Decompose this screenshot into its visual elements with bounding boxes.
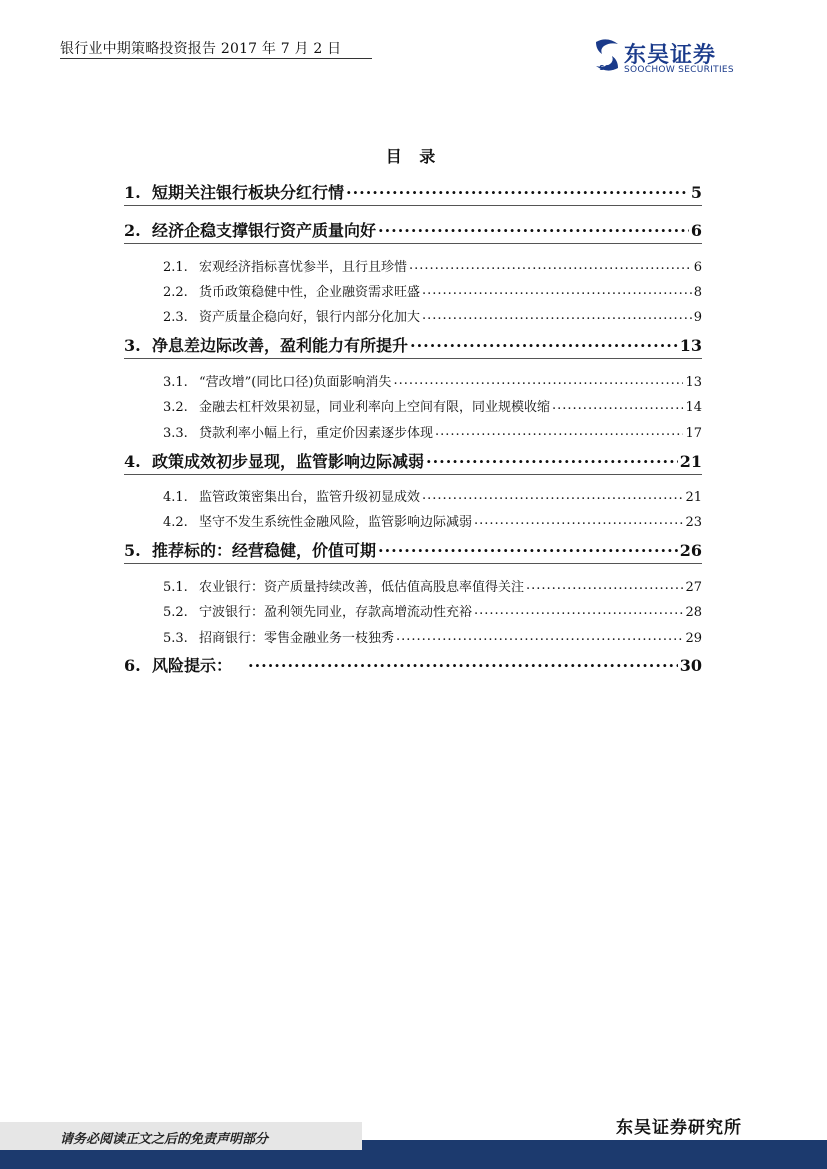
toc-leader-dots — [422, 308, 692, 321]
toc-entry-4-1[interactable] — [163, 486, 702, 505]
toc-entry-title: 净息差边际改善，盈利能力有所提升 — [152, 336, 409, 355]
toc-entry-page: 14 — [685, 400, 702, 415]
toc-entry-number: 3.3. — [163, 426, 188, 441]
toc-entry-number: 5.3. — [163, 631, 188, 646]
toc-entry-page: 27 — [685, 580, 702, 595]
toc-entry-5-1[interactable] — [163, 576, 702, 595]
toc-entry-page: 13 — [679, 336, 702, 355]
toc-entry-2-2[interactable] — [163, 281, 702, 300]
footer-brand: 东吴证券研究所 — [616, 1118, 742, 1138]
toc-entry-title: 招商银行：零售金融业务一枝独秀 — [199, 631, 395, 646]
toc-entry-title: 监管政策密集出台，监管升级初显成效 — [199, 490, 421, 505]
toc-leader-dots — [474, 603, 683, 616]
toc-entry-page: 29 — [685, 631, 702, 646]
toc-leader-dots — [410, 335, 678, 351]
toc-entry-page: 9 — [693, 310, 702, 325]
toc-entry-page: 17 — [685, 426, 702, 441]
toc-entry-page: 5 — [690, 183, 702, 202]
toc-entry-number: 4. — [124, 452, 141, 471]
footer-accent — [362, 1140, 827, 1150]
toc-entry-title: 经济企稳支撑银行资产质量向好 — [152, 221, 377, 240]
toc-entry-title: 宏观经济指标喜忧参半，且行且珍惜 — [199, 260, 408, 275]
header-underline — [60, 58, 372, 59]
toc-entry-number: 2.1. — [163, 260, 188, 275]
toc-leader-dots — [396, 629, 683, 642]
toc-entry-page: 6 — [690, 221, 702, 240]
toc-entry-6[interactable] — [124, 653, 702, 676]
toc-leader-dots — [422, 283, 692, 296]
toc-leader-dots — [378, 220, 689, 236]
toc-entry-title: “营改增”(同比口径)负面影响消失 — [199, 375, 392, 390]
toc-divider — [124, 243, 702, 244]
toc-entry-number: 6. — [124, 656, 141, 675]
toc-entry-1[interactable] — [124, 180, 702, 203]
toc-entry-title: 货币政策稳健中性，企业融资需求旺盛 — [199, 285, 421, 300]
toc-entry-4[interactable] — [124, 449, 702, 472]
toc-entry-page: 28 — [685, 605, 702, 620]
toc-entry-3-1[interactable] — [163, 371, 702, 390]
toc-entry-title: 资产质量企稳向好，银行内部分化加大 — [199, 310, 421, 325]
logo-chinese-name: 东吴证券 — [624, 43, 717, 68]
toc-leader-dots — [378, 540, 678, 556]
logo-english-name: SOOCHOW SECURITIES — [624, 65, 734, 75]
toc-entry-page: 30 — [679, 656, 702, 675]
toc-entry-title: 风险提示： — [152, 656, 233, 675]
toc-leader-dots — [393, 373, 683, 386]
toc-entry-page: 26 — [679, 541, 702, 560]
toc-entry-number: 2.3. — [163, 310, 188, 325]
toc-entry-4-2[interactable] — [163, 511, 702, 530]
toc-leader-dots — [474, 513, 683, 526]
toc-entry-title: 金融去杠杆效果初显，同业利率向上空间有限，同业规模收缩 — [199, 400, 551, 415]
toc-entry-page: 6 — [693, 260, 702, 275]
toc-entry-5-2[interactable] — [163, 601, 702, 620]
toc-entry-number: 4.2. — [163, 515, 188, 530]
toc-entry-2[interactable] — [124, 218, 702, 241]
toc-entry-number: 5. — [124, 541, 141, 560]
toc-entry-title: 农业银行：资产质量持续改善，低估值高股息率值得关注 — [199, 580, 525, 595]
toc-entry-title: 短期关注银行板块分红行情 — [152, 183, 345, 202]
disclaimer-note: 请务必阅读正文之后的免责声明部分 — [60, 1132, 269, 1147]
toc-entry-title: 贷款利率小幅上行，重定价因素逐步体现 — [199, 426, 434, 441]
toc-divider — [124, 563, 702, 564]
toc-divider — [124, 205, 702, 206]
toc-entry-number: 4.1. — [163, 490, 188, 505]
toc-entry-number: 2.2. — [163, 285, 188, 300]
scs-logo-icon — [592, 38, 622, 74]
toc-entry-title: 政策成效初步显现，监管影响边际减弱 — [152, 452, 425, 471]
toc-leader-dots — [435, 424, 683, 437]
toc-entry-2-1[interactable] — [163, 256, 702, 275]
toc-entry-number: 3.2. — [163, 400, 188, 415]
toc-entry-3-2[interactable] — [163, 396, 702, 415]
toc-entry-title: 宁波银行：盈利领先同业，存款高增流动性充裕 — [199, 605, 473, 620]
toc-leader-dots — [248, 655, 678, 671]
toc-entry-page: 8 — [693, 285, 702, 300]
toc-entry-3[interactable] — [124, 333, 702, 356]
footer-bar — [0, 1150, 827, 1169]
toc-entry-number: 3. — [124, 336, 141, 355]
toc-entry-page: 21 — [685, 490, 702, 505]
toc-leader-dots — [346, 182, 689, 198]
toc-entry-number: 2. — [124, 221, 141, 240]
toc-entry-2-3[interactable] — [163, 306, 702, 325]
toc-entry-5[interactable] — [124, 538, 702, 561]
toc-entry-page: 21 — [679, 452, 702, 471]
toc-entry-number: 5.1. — [163, 580, 188, 595]
toc-entry-number: 1. — [124, 183, 141, 202]
toc-divider — [124, 474, 702, 475]
toc-title: 目 录 — [385, 147, 442, 166]
toc-entry-number: 5.2. — [163, 605, 188, 620]
toc-leader-dots — [426, 451, 678, 467]
toc-leader-dots — [409, 258, 692, 271]
toc-entry-page: 13 — [685, 375, 702, 390]
company-logo — [592, 38, 757, 78]
logo-mark-text: SCS — [599, 64, 615, 72]
report-title: 银行业中期策略投资报告 2017 年 7 月 2 日 — [60, 41, 342, 57]
toc-entry-title: 推荐标的：经营稳健，价值可期 — [152, 541, 377, 560]
toc-entry-page: 23 — [685, 515, 702, 530]
toc-divider — [124, 358, 702, 359]
toc-entry-title: 坚守不发生系统性金融风险，监管影响边际减弱 — [199, 515, 473, 530]
toc-leader-dots — [552, 398, 683, 411]
toc-leader-dots — [422, 488, 683, 501]
toc-entry-3-3[interactable] — [163, 422, 702, 441]
toc-entry-5-3[interactable] — [163, 627, 702, 646]
toc-leader-dots — [526, 578, 683, 591]
toc-entry-number: 3.1. — [163, 375, 188, 390]
